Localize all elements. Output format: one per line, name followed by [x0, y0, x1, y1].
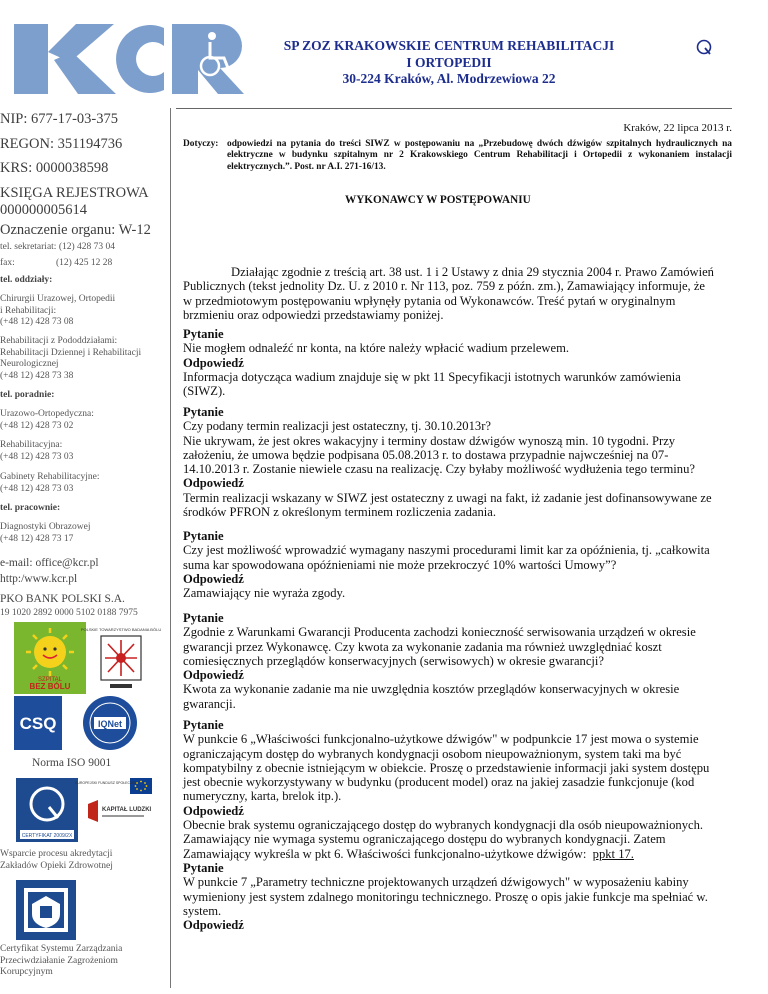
tel-oddzialy-label: tel. oddziały:	[0, 275, 53, 285]
answer-text: gwarancji.	[183, 696, 236, 711]
quality-icon	[695, 38, 713, 56]
question-text: W punkcie 6 „Właściwości funkcjonalno-użytkowe dźwigów" w podpunkcie 17 jest mowa o systemie	[183, 732, 699, 747]
poradnia-name: Rehabilitacyjna:	[0, 440, 63, 450]
intro-line: Publicznych (tekst jednolity Dz. U. z 2010 r. Nr 113, poz. 759 z późn. zm.), Zamawiający informuje, że	[183, 279, 706, 294]
qa-block-5	[183, 718, 731, 932]
institution-address: 30-224 Kraków, Al. Modrzewiowa 22	[342, 71, 556, 86]
intro-paragraph	[183, 265, 731, 322]
answer-text-part: Zamawiający wykreśla w pkt 6. Właściwości funkcjonalno-użytkowe dźwigów:	[183, 846, 587, 861]
szpital-bez-bolu-badge	[14, 622, 86, 694]
ptbb-badge	[80, 622, 162, 694]
pracownia-diagnostyki	[0, 522, 91, 545]
question-text: Nie ukrywam, że jest okres wakacyjny i terminy dostaw dźwigów wynoszą min. 10 tygodni. Przy	[183, 433, 676, 448]
caption-line: Zakładów Opieki Zdrowotnej	[0, 860, 113, 871]
poradnia-phone: (+48 12) 428 73 03	[0, 451, 74, 462]
antykorupcja-badge	[16, 880, 76, 940]
qa-block-2	[183, 405, 731, 519]
question-text: Nie mogłem odnaleźć nr konta, na które należy wpłacić wadium przelewem.	[183, 341, 570, 356]
poradnia-urazowa	[0, 409, 94, 432]
akredytacja-caption	[0, 849, 113, 872]
fax-number: (12) 425 12 28	[56, 258, 113, 268]
csq-label: CSQ	[19, 714, 57, 733]
sidebar-divider	[170, 108, 171, 988]
bank-name: PKO BANK POLSKI S.A.	[0, 593, 125, 605]
norma-iso: Norma ISO 9001	[32, 757, 112, 769]
ksiega-rejestrowa	[0, 185, 149, 219]
question-text: wymieniony jest system zdalnego monitoringu technicznego. Proszę o opis jakie funkcje ma spełniać w.	[183, 889, 708, 904]
kcr-logo	[14, 22, 246, 96]
bez-bolu-label1: SZPITAL	[38, 677, 62, 683]
ksiega-label: KSIĘGA REJESTROWA	[0, 185, 149, 201]
oddzial-name-cont: Neurologicznej	[0, 359, 59, 369]
question-text: Czy podany termin realizacji jest ostateczny, tj. 30.10.2013r?	[183, 419, 491, 434]
krs: KRS: 0000038598	[0, 160, 109, 176]
letter-date: Kraków, 22 lipca 2013 r.	[623, 122, 732, 134]
answer-label: Odpowiedź	[183, 803, 244, 818]
gabinety-rehabilitacyjne	[0, 472, 99, 495]
institution-name-cont: I ORTOPEDII	[406, 54, 492, 70]
tel-sekretariat: tel. sekretariat: (12) 428 73 04	[0, 242, 116, 252]
question-text: jest obecnie wykorzystywany w budynku (producent model) oraz na jakiej zasadzie funkcjonuje (kod	[183, 775, 695, 790]
akredytacja-badge	[16, 778, 78, 842]
fax-label: fax:	[0, 258, 15, 268]
answer-label: Odpowiedź	[183, 571, 244, 586]
question-text: comiesięcznych przeglądów konserwacyjnych (serwisowych) w okresie gwarancji?	[183, 653, 605, 668]
answer-text	[183, 847, 731, 861]
oddzial-name: Chirurgii Urazowej, Ortopedii	[0, 294, 116, 304]
question-label: Pytanie	[183, 860, 224, 875]
oddzial-name: Rehabilitacji z Pododdziałami:	[0, 336, 118, 346]
answer-text: Zamawiający nie wyraża zgody.	[183, 586, 346, 601]
oddzial-name-cont: Rehabilitacji Dziennej i Rehabilitacji	[0, 347, 142, 358]
answer-text: Obecnie brak systemu ograniczającego dostęp do wybranych kondygnacji dla osób nieupoważnionych.	[183, 818, 704, 833]
question-text: system.	[183, 903, 222, 918]
question-text: gwarancji przez Wykonawcę. Czy kwota za wykonanie zadania ma również uwzględniać koszt	[183, 639, 662, 654]
intro-line: brzmieniu oraz odpowiedzi przedstawiamy poniżej.	[183, 307, 444, 322]
question-text: Czy jest możliwość wprowadzić wymagany naszymi procedurami limit kar za opóźnienia, tj. „całkowita	[183, 543, 710, 558]
oddzial-chirurgii	[0, 294, 115, 329]
nip: NIP: 677-17-03-375	[0, 111, 119, 127]
bank-account: 19 1020 2892 0000 5102 0188 7975	[0, 608, 138, 618]
bez-bolu-label2: BEZ BÓLU	[29, 682, 71, 691]
kapital-label: KAPITAŁ LUDZKI	[102, 807, 152, 813]
poradnia-name: Gabinety Rehabilitacyjne:	[0, 472, 100, 482]
answer-text: środków PFRON z określonym terminem rozliczenia zadania.	[183, 505, 497, 520]
recipients-heading: WYKONAWCY W POSTĘPOWANIU	[345, 194, 531, 206]
answer-text: (SIWZ).	[183, 384, 226, 399]
question-text: suma kar spowodowana opóźnieniami nie może przekroczyć 10% wartości Umowy”?	[183, 557, 617, 572]
institution-name: SP ZOZ KRAKOWSKIE CENTRUM REHABILITACJI	[283, 38, 615, 53]
regon: REGON: 351194736	[0, 136, 123, 152]
question-text: kompatybilny z obecnie istniejącym w obiekcie. Proszę o przedstawienie informacji jaki system dostępu	[183, 760, 710, 775]
caption-line: Przeciwdziałanie Zagrożeniom	[0, 955, 118, 966]
answer-text: Kwota za wykonanie zadanie ma nie uwzględnia kosztów przeglądów konserwacyjnych w okresie	[183, 682, 680, 697]
question-label: Pytanie	[183, 718, 224, 732]
tel-pracownie-label: tel. pracownie:	[0, 503, 61, 513]
oddzial-rehabilitacji	[0, 336, 141, 382]
poradnia-phone: (+48 12) 428 73 02	[0, 420, 74, 431]
answer-text: Informacja dotycząca wadium znajduje się w pkt 11 Specyfikacji istotnych warunków zamówienia	[183, 369, 681, 384]
intro-line: Działając zgodnie z treścią art. 38 ust. 1 i 2 Ustawy z dnia 29 stycznia 2004 r. Prawo Zamówień	[231, 265, 714, 279]
caption-line: Korupcyjnym	[0, 967, 53, 977]
caption-line: Wsparcie procesu akredytacji	[0, 849, 113, 859]
question-label: Pytanie	[183, 405, 224, 419]
tel-poradnie-label: tel. poradnie:	[0, 390, 55, 400]
question-text: ograniczającym dostęp do wybranych kondygnacji osobom nieupoważnionym, system taki ma być	[183, 746, 682, 761]
iqnet-label: IQNet	[97, 719, 123, 729]
question-label: Pytanie	[183, 529, 224, 543]
oddzial-phone: (+48 12) 428 73 08	[0, 317, 74, 327]
eu-kapital-ludzki-badge	[74, 778, 154, 830]
contact-email[interactable]: e-mail: office@kcr.pl	[0, 557, 99, 569]
answer-label: Odpowiedź	[183, 918, 244, 933]
qa-block-1	[183, 327, 731, 398]
oddzial-phone: (+48 12) 428 73 38	[0, 370, 74, 381]
answer-text: Zamawiający nie wymaga systemu ograniczającego dostępu do wybranych kondygnacji. Zatem	[183, 832, 666, 847]
poradnia-phone: (+48 12) 428 73 03	[0, 483, 74, 494]
question-text: 14.10.2013 r. Zostanie niewiele czasu na realizację. Czy byłaby możliwość wydłużenia tego terminu?	[183, 462, 695, 477]
answer-text: Termin realizacji wskazany w SIWZ jest ostateczny z uwagi na fakt, iż zadanie jest dofinansowywane ze	[183, 490, 712, 505]
question-label: Pytanie	[183, 327, 224, 341]
pracownia-name: Diagnostyki Obrazowej	[0, 522, 91, 532]
oznaczenie-organu: Oznaczenie organu: W-12	[0, 222, 151, 238]
header-divider	[176, 108, 732, 109]
subject-text: odpowiedzi na pytania do treści SIWZ w postępowaniu na „Przebudowę dwóch dźwigów szpitalnych hydraulicznych na elektryczne w budynku szpitalnym nr 2 Krakowskiego Centrum Rehabilitacji i Ortopedii z wykonaniem instalacji elektrycznych.”. Post. nr A.I. 271-16/13.	[227, 139, 732, 172]
question-text: W punkcie 7 „Parametry techniczne projektowanych urządzeń dźwigowych" w wyposażeniu kabiny	[183, 875, 689, 890]
qa-block-3	[183, 529, 731, 600]
contact-website[interactable]: http:/www.kcr.pl	[0, 573, 78, 585]
question-text: numeryczny, karta, brelok itp.).	[183, 789, 342, 804]
question-text: założeniu, że umowa będzie podpisana 05.08.2013 r. to dostawa przypadnie najwcześniej na 07-	[183, 447, 669, 462]
answer-underlined: ppkt 17.	[592, 846, 634, 861]
eu-label: EUROPEJSKI FUNDUSZ SPOŁECZNY	[74, 781, 138, 785]
ksiega-number: 000000005614	[0, 202, 87, 218]
intro-line: w przedmiotowym postępowaniu wpłynęły pytania od Wykonawców. Treść pytań w oryginalnym	[183, 293, 676, 308]
answer-label: Odpowiedź	[183, 668, 244, 683]
question-text: Zgodnie z Warunkami Gwarancji Producenta zachodzi konieczność serwisowania urządzeń w okresie	[183, 625, 696, 640]
ptbb-label: POLSKIE TOWARZYSTWO BADANIA BÓLU	[80, 627, 162, 632]
answer-label: Odpowiedź	[183, 476, 244, 491]
certyfikat-caption	[0, 944, 122, 979]
institution-header	[250, 38, 648, 88]
poradnia-name: Urazowo-Ortopedyczna:	[0, 409, 94, 419]
oddzial-name-cont: i Rehabilitacji:	[0, 305, 57, 316]
caption-line: Certyfikat Systemu Zarządzania	[0, 944, 123, 954]
question-label: Pytanie	[183, 611, 224, 625]
cert-label: CERTYFIKAT 2009/2X	[21, 833, 73, 839]
csq-iqnet-badge	[14, 696, 158, 750]
qa-block-4	[183, 611, 731, 711]
pracownia-phone: (+48 12) 428 73 17	[0, 533, 74, 544]
poradnia-rehabilitacyjna	[0, 440, 73, 463]
subject-label: Dotyczy:	[183, 139, 219, 149]
answer-label: Odpowiedź	[183, 355, 244, 370]
